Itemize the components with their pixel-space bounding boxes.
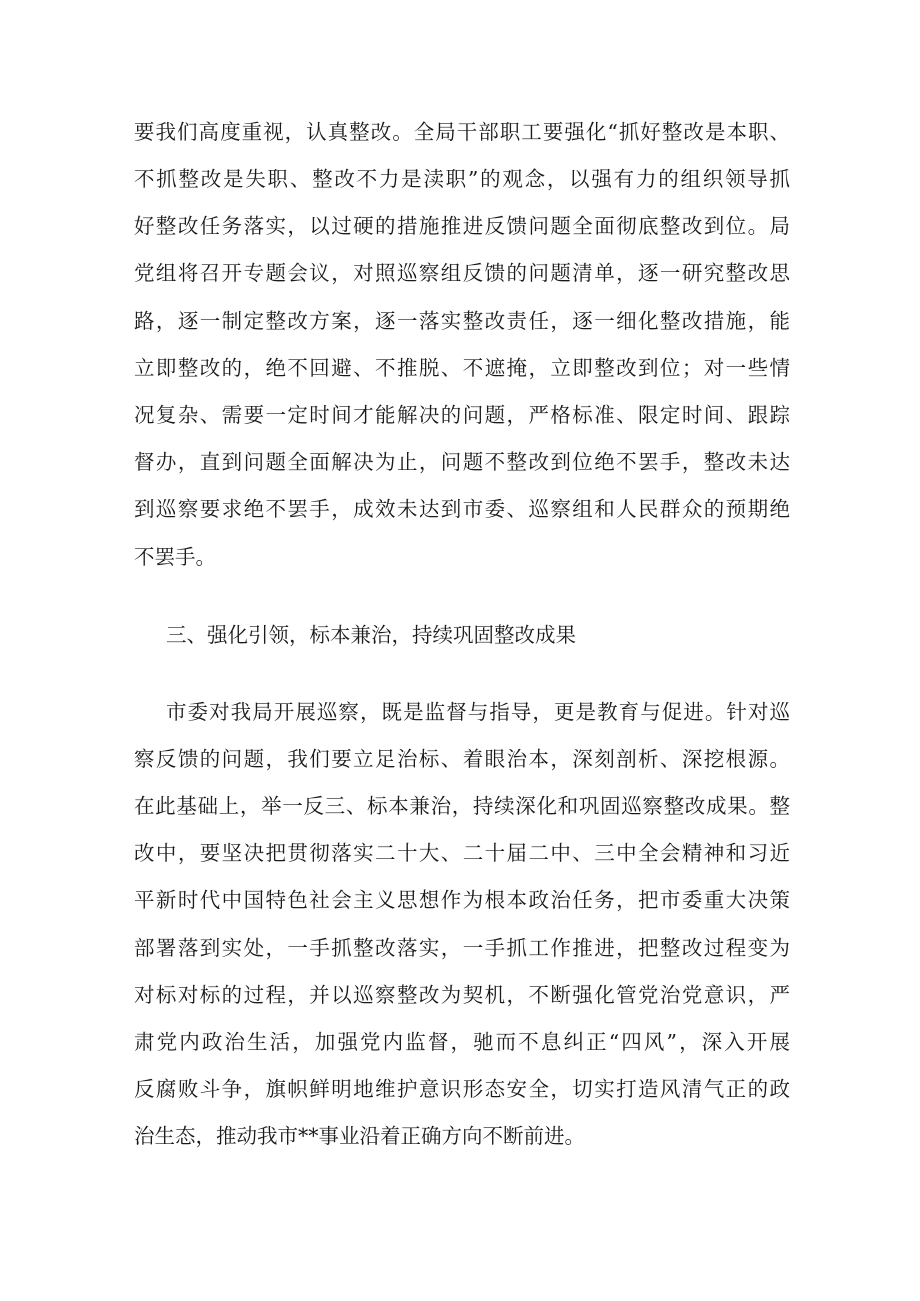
paragraph-line: 改中，要坚决把贯彻落实二十大、二十届二中、三中全会精神和习近: [134, 841, 790, 865]
paragraph-line: 不罢手。: [134, 545, 216, 569]
paragraph-line: 到巡察要求绝不罢手，成效未达到市委、巡察组和人民群众的预期绝: [134, 497, 790, 521]
paragraph-line: 立即整改的，绝不回避、不推脱、不遮掩，立即整改到位；对一些情: [134, 356, 790, 380]
paragraph-line: 路，逐一制定整改方案，逐一落实整改责任，逐一细化整改措施，能: [134, 309, 790, 333]
paragraph-line: 好整改任务落实，以过硬的措施推进反馈问题全面彻底整改到位。局: [134, 214, 790, 238]
paragraph-line: 在此基础上，举一反三、标本兼治，持续深化和巩固巡察整改成果。整: [134, 794, 790, 818]
paragraph-line: 对标对标的过程，并以巡察整改为契机，不断强化管党治党意识，严: [134, 983, 790, 1007]
paragraph-line: 党组将召开专题会议，对照巡察组反馈的问题清单，逐一研究整改思: [134, 261, 790, 285]
paragraph-line: 要我们高度重视，认真整改。全局干部职工要强化“抓好整改是本职、: [134, 120, 790, 144]
paragraph-line: 治生态，推动我市**事业沿着正确方向不断前进。: [134, 1124, 585, 1148]
paragraph-line: 督办，直到问题全面解决为止，问题不整改到位绝不罢手，整改未达: [134, 450, 790, 474]
paragraph-line: 部署落到实处，一手抓整改落实，一手抓工作推进，把整改过程变为: [134, 936, 790, 960]
paragraph-line: 市委对我局开展巡察，既是监督与指导，更是教育与促进。针对巡: [166, 700, 790, 724]
paragraph-line: 反腐败斗争，旗帜鲜明地维护意识形态安全，切实打造风清气正的政: [134, 1077, 790, 1101]
paragraph-line: 况复杂、需要一定时间才能解决的问题，严格标准、限定时间、跟踪: [134, 403, 790, 427]
paragraph-line: 肃党内政治生活，加强党内监督，驰而不息纠正“四风”，深入开展: [134, 1030, 790, 1054]
section-heading-text: 三、强化引领，标本兼治，持续巩固整改成果: [166, 623, 576, 647]
paragraph-line: 察反馈的问题，我们要立足治标、着眼治本，深刻剖析、深挖根源。: [134, 747, 790, 771]
paragraph-line: 不抓整改是失职、整改不力是渎职”的观念，以强有力的组织领导抓: [134, 167, 790, 191]
paragraph-line: 平新时代中国特色社会主义思想作为根本政治任务，把市委重大决策: [134, 888, 790, 912]
